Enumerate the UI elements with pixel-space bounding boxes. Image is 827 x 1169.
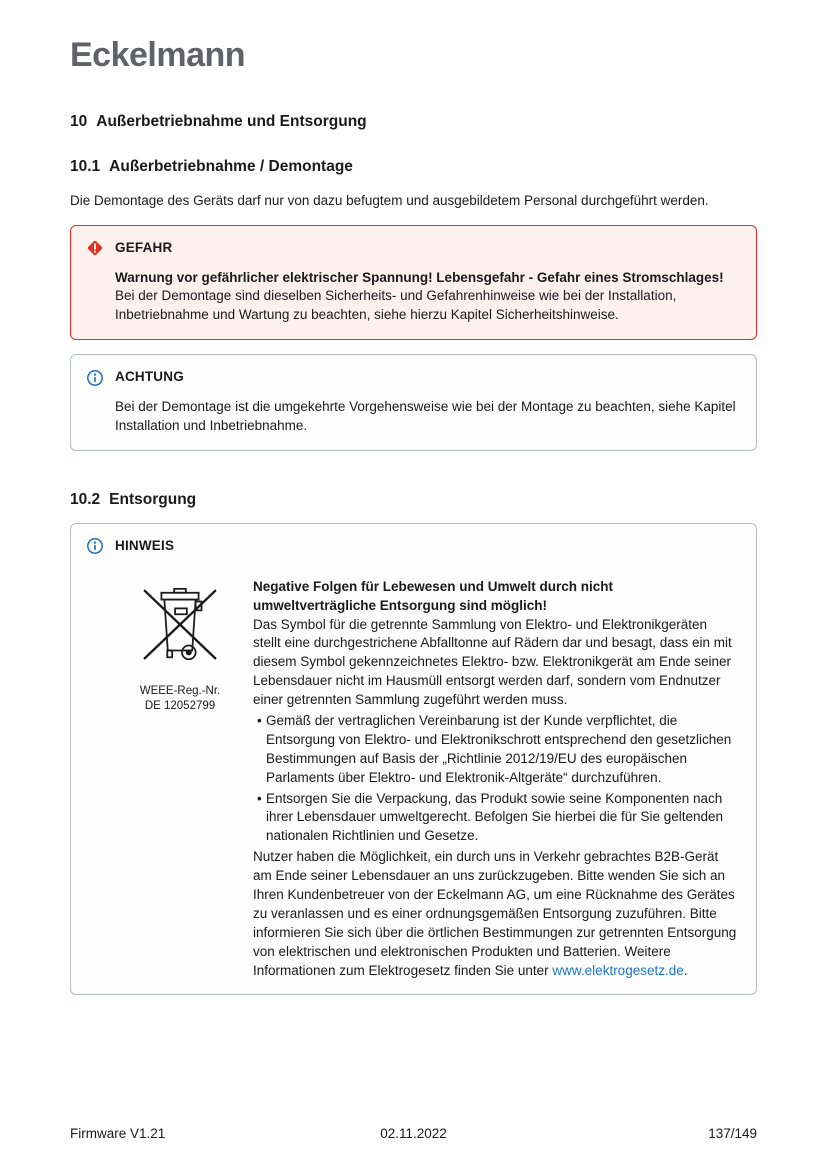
bullet-text-1: Gemäß der vertraglichen Vereinbarung ist der Kunde verpflichtet, die Entsorgung von Elektro- und Elektronikschrott entsprechend den gesetzlichen Bestimmungen auf Basis der „Richtlinie 2012/19/EU des europäischen Parlaments über Elektro- und Elektronik-Altgeräte“ durchzuführen. xyxy=(266,712,732,785)
danger-box-title: GEFAHR xyxy=(115,239,173,255)
weee-symbol-column xyxy=(115,578,245,981)
bullet-icon: • xyxy=(257,790,262,806)
danger-bold-warning: Warnung vor gefährlicher elektrischer Spannung! Lebensgefahr - Gefahr eines Stromschlages! xyxy=(115,269,724,285)
section-heading xyxy=(70,113,757,131)
subsection-heading-entsorgung xyxy=(70,491,757,509)
subsection-number: 10.1 xyxy=(70,158,101,175)
danger-box xyxy=(70,225,757,341)
closing-period: . xyxy=(683,962,688,978)
subsection2-number: 10.2 xyxy=(70,490,101,508)
danger-box-header xyxy=(86,239,740,258)
subsection2-title: Entsorgung xyxy=(109,490,197,508)
note-box-title: HINWEIS xyxy=(115,537,175,553)
info-circle-icon xyxy=(86,537,104,555)
caution-body-text: Bei der Demontage ist die umgekehrte Vorgehensweise wie bei der Montage zu beachten, siehe Kapitel Installation und Inbetriebnahme. xyxy=(115,399,736,433)
list-item xyxy=(253,712,738,788)
danger-diamond-exclamation-icon xyxy=(86,239,104,257)
note-paragraph-1: Das Symbol für die getrennte Sammlung von Elektro- und Elektronikgeräten stellt eine durchgestrichene Abfalltonne auf Rädern dar und besagt, dass ein mit diesem Symbol gekennzeichnetes Elektro- bzw. Elektronikgerät am Ende seiner Lebensdauer nicht im Hausmüll entsorgt werden darf, sondern vom Endnutzer einer getrennten Sammlung zugeführt werden muss. xyxy=(253,616,732,708)
bullet-text-2: Entsorgen Sie die Verpackung, das Produkt sowie seine Komponenten nach ihrer Lebensdauer umweltgerecht. Befolgen Sie hierbei die für Sie geltenden nationalen Richtlinien und Gesetze. xyxy=(266,790,724,844)
eckelmann-logo: Eckelmann xyxy=(70,36,246,74)
note-box xyxy=(70,523,757,996)
weee-caption-line1: WEEE-Reg.-Nr. xyxy=(139,684,221,697)
note-box-content xyxy=(115,578,740,981)
crossed-out-wheeled-bin-icon xyxy=(139,582,221,670)
footer-page-number: 137/149 xyxy=(708,1126,757,1141)
caution-box xyxy=(70,354,757,451)
elektrogesetz-link[interactable]: www.elektrogesetz.de xyxy=(552,962,684,978)
note-bullet-list xyxy=(253,712,738,846)
caution-box-body xyxy=(115,398,740,436)
footer-firmware-version: Firmware V1.21 xyxy=(70,1126,166,1141)
footer-date: 02.11.2022 xyxy=(380,1126,447,1141)
section-title: Außerbetriebnahme und Entsorgung xyxy=(96,113,367,130)
note-bold-title: Negative Folgen für Lebewesen und Umwelt durch nicht umweltverträgliche Entsorgung sind möglich! xyxy=(253,578,614,613)
weee-registration-caption xyxy=(115,684,245,714)
page-footer xyxy=(70,1126,757,1141)
list-item xyxy=(253,790,738,847)
closing-text: Nutzer haben die Möglichkeit, ein durch uns in Verkehr gebrachtes B2B-Gerät am Ende seiner Lebensdauer an uns zurückzugeben. Bitte wenden Sie sich an Ihren Kundenbetreuer von der Eckelmann AG, um eine Rücknahme des Gerätes zu veranlassen und es einer ordnungsgemäßen Entsorgung zuzuführen. Bitte informieren Sie sich über die örtlichen Bestimmungen zur getrennten Entsorgung von elektrischen und elektronischen Produkten und Batterien. Weitere Informationen zum Elektrogesetz finden Sie unter xyxy=(253,849,737,978)
bullet-icon: • xyxy=(257,712,262,728)
subsection-title: Außerbetriebnahme / Demontage xyxy=(109,158,353,175)
caution-box-title: ACHTUNG xyxy=(115,369,184,385)
danger-box-body xyxy=(115,269,740,326)
note-text-column xyxy=(245,578,740,981)
note-box-header xyxy=(86,537,740,556)
note-closing-paragraph xyxy=(253,848,738,980)
subsection-heading-demontage xyxy=(70,158,757,176)
section-number: 10 xyxy=(70,113,88,130)
danger-body-text: Bei der Demontage sind dieselben Sicherheits- und Gefahrenhinweise wie bei der Installation, Inbetriebnahme und Wartung zu beachten, siehe hierzu Kapitel Sicherheitshinweise. xyxy=(115,288,677,323)
intro-paragraph: Die Demontage des Geräts darf nur von dazu befugtem und ausgebildetem Personal durchgeführt werden. xyxy=(70,193,709,208)
info-circle-icon xyxy=(86,369,104,387)
weee-caption-line2: DE 12052799 xyxy=(144,699,216,712)
caution-box-header xyxy=(86,368,740,387)
